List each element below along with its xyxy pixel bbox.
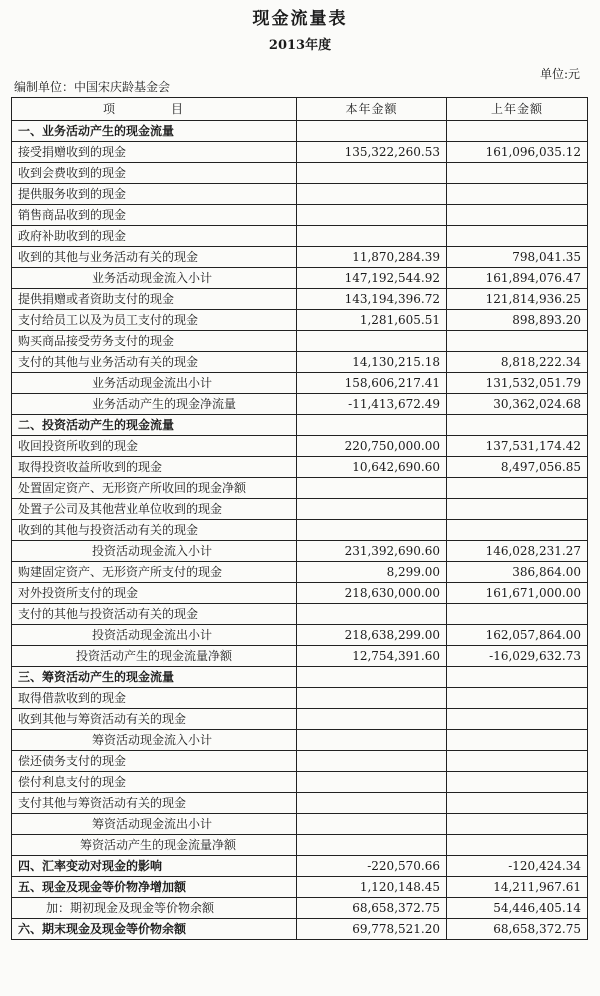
current-year-amount xyxy=(297,772,447,793)
row-label: 业务活动现金流出小计 xyxy=(12,373,297,394)
previous-year-amount: 162,057,864.00 xyxy=(447,625,588,646)
previous-year-amount: 386,864.00 xyxy=(447,562,588,583)
previous-year-amount xyxy=(447,415,588,436)
table-row xyxy=(12,688,588,709)
current-year-amount: 1,120,148.45 xyxy=(297,877,447,898)
current-year-amount xyxy=(297,520,447,541)
current-year-amount: 10,642,690.60 xyxy=(297,457,447,478)
table-row xyxy=(12,352,588,373)
table-row xyxy=(12,163,588,184)
organization-label: 编制单位：中国宋庆龄基金会 xyxy=(14,80,171,94)
row-label: 筹资活动现金流出小计 xyxy=(12,814,297,835)
current-year-amount xyxy=(297,163,447,184)
table-row xyxy=(12,730,588,751)
previous-year-amount xyxy=(447,730,588,751)
row-label: 投资活动现金流入小计 xyxy=(12,541,297,562)
previous-year-amount xyxy=(447,331,588,352)
row-label: 处置子公司及其他营业单位收到的现金 xyxy=(12,499,297,520)
table-row xyxy=(12,268,588,289)
row-label: 收到的其他与投资活动有关的现金 xyxy=(12,520,297,541)
previous-year-amount: 54,446,405.14 xyxy=(447,898,588,919)
current-year-amount: 220,750,000.00 xyxy=(297,436,447,457)
previous-year-amount xyxy=(447,772,588,793)
row-label: 一、业务活动产生的现金流量 xyxy=(12,121,297,142)
row-label: 偿付利息支付的现金 xyxy=(12,772,297,793)
table-row xyxy=(12,562,588,583)
section-row xyxy=(12,919,588,940)
table-row xyxy=(12,331,588,352)
current-year-amount: 69,778,521.20 xyxy=(297,919,447,940)
previous-year-amount xyxy=(447,604,588,625)
previous-year-amount xyxy=(447,121,588,142)
row-label: 销售商品收到的现金 xyxy=(12,205,297,226)
table-row xyxy=(12,709,588,730)
current-year-amount xyxy=(297,688,447,709)
row-label: 支付的其他与投资活动有关的现金 xyxy=(12,604,297,625)
row-label: 业务活动现金流入小计 xyxy=(12,268,297,289)
current-year-amount: 135,322,260.53 xyxy=(297,142,447,163)
previous-year-amount: 898,893.20 xyxy=(447,310,588,331)
table-row xyxy=(12,814,588,835)
row-label: 业务活动产生的现金净流量 xyxy=(12,394,297,415)
current-year-amount xyxy=(297,667,447,688)
row-label: 四、汇率变动对现金的影响 xyxy=(12,856,297,877)
table-row xyxy=(12,793,588,814)
table-row xyxy=(12,772,588,793)
current-year-amount: 231,392,690.60 xyxy=(297,541,447,562)
table-row xyxy=(12,604,588,625)
table-row xyxy=(12,184,588,205)
row-label: 五、现金及现金等价物净增加额 xyxy=(12,877,297,898)
table-row xyxy=(12,457,588,478)
current-year-amount xyxy=(297,835,447,856)
cash-flow-table xyxy=(11,97,588,940)
previous-year-amount: 137,531,174.42 xyxy=(447,436,588,457)
row-label: 投资活动现金流出小计 xyxy=(12,625,297,646)
current-year-amount: 1,281,605.51 xyxy=(297,310,447,331)
row-label: 购买商品接受劳务支付的现金 xyxy=(12,331,297,352)
current-year-amount: 218,638,299.00 xyxy=(297,625,447,646)
previous-year-amount: 14,211,967.61 xyxy=(447,877,588,898)
previous-year-amount: 161,096,035.12 xyxy=(447,142,588,163)
row-label: 提供服务收到的现金 xyxy=(12,184,297,205)
previous-year-amount: 131,532,051.79 xyxy=(447,373,588,394)
current-year-amount: 147,192,544.92 xyxy=(297,268,447,289)
row-label: 提供捐赠或者资助支付的现金 xyxy=(12,289,297,310)
row-label: 筹资活动现金流入小计 xyxy=(12,730,297,751)
current-year-amount xyxy=(297,205,447,226)
previous-year-amount: 121,814,936.25 xyxy=(447,289,588,310)
column-header-item: 项 目 xyxy=(12,98,297,121)
row-label: 三、筹资活动产生的现金流量 xyxy=(12,667,297,688)
current-year-amount xyxy=(297,814,447,835)
row-label: 支付的其他与业务活动有关的现金 xyxy=(12,352,297,373)
row-label: 处置固定资产、无形资产所收回的现金净额 xyxy=(12,478,297,499)
table-row xyxy=(12,751,588,772)
previous-year-amount: 161,894,076.47 xyxy=(447,268,588,289)
table-row xyxy=(12,646,588,667)
row-label: 收到会费收到的现金 xyxy=(12,163,297,184)
previous-year-amount xyxy=(447,205,588,226)
current-year-amount xyxy=(297,604,447,625)
previous-year-amount: -16,029,632.73 xyxy=(447,646,588,667)
previous-year-amount xyxy=(447,520,588,541)
row-label: 收到其他与筹资活动有关的现金 xyxy=(12,709,297,730)
previous-year-amount xyxy=(447,793,588,814)
row-label: 取得借款收到的现金 xyxy=(12,688,297,709)
report-title: 现金流量表 xyxy=(252,9,348,29)
previous-year-amount: 146,028,231.27 xyxy=(447,541,588,562)
current-year-amount: 68,658,372.75 xyxy=(297,898,447,919)
previous-year-amount xyxy=(447,184,588,205)
table-row xyxy=(12,142,588,163)
previous-year-amount: 8,818,222.34 xyxy=(447,352,588,373)
section-row xyxy=(12,667,588,688)
row-label: 投资活动产生的现金流量净额 xyxy=(12,646,297,667)
row-label: 偿还债务支付的现金 xyxy=(12,751,297,772)
previous-year-amount xyxy=(447,751,588,772)
table-row xyxy=(12,835,588,856)
current-year-amount xyxy=(297,184,447,205)
row-label: 六、期末现金及现金等价物余额 xyxy=(12,919,297,940)
previous-year-amount xyxy=(447,163,588,184)
row-label: 支付给员工以及为员工支付的现金 xyxy=(12,310,297,331)
table-row xyxy=(12,898,588,919)
section-row xyxy=(12,877,588,898)
row-label: 筹资活动产生的现金流量净额 xyxy=(12,835,297,856)
row-label: 二、投资活动产生的现金流量 xyxy=(12,415,297,436)
table-row xyxy=(12,310,588,331)
current-year-amount xyxy=(297,121,447,142)
current-year-amount xyxy=(297,751,447,772)
current-year-amount xyxy=(297,415,447,436)
table-row xyxy=(12,394,588,415)
table-header-row xyxy=(12,98,588,121)
previous-year-amount xyxy=(447,709,588,730)
row-label: 取得投资收益所收到的现金 xyxy=(12,457,297,478)
previous-year-amount xyxy=(447,499,588,520)
row-label: 政府补助收到的现金 xyxy=(12,226,297,247)
table-row xyxy=(12,583,588,604)
unit-label: 单位:元 xyxy=(539,67,580,81)
previous-year-amount xyxy=(447,226,588,247)
table-row xyxy=(12,289,588,310)
section-row xyxy=(12,856,588,877)
previous-year-amount xyxy=(447,814,588,835)
row-label: 购建固定资产、无形资产所支付的现金 xyxy=(12,562,297,583)
current-year-amount xyxy=(297,709,447,730)
current-year-amount: 218,630,000.00 xyxy=(297,583,447,604)
report-year: 2013年度 xyxy=(268,38,332,53)
row-label: 支付其他与筹资活动有关的现金 xyxy=(12,793,297,814)
column-header-previous: 上年金额 xyxy=(447,98,588,121)
current-year-amount xyxy=(297,478,447,499)
table-body xyxy=(12,121,588,940)
previous-year-amount xyxy=(447,688,588,709)
table-row xyxy=(12,499,588,520)
table-row xyxy=(12,205,588,226)
previous-year-amount: 30,362,024.68 xyxy=(447,394,588,415)
current-year-amount: 143,194,396.72 xyxy=(297,289,447,310)
section-row xyxy=(12,415,588,436)
current-year-amount xyxy=(297,226,447,247)
row-label: 收到的其他与业务活动有关的现金 xyxy=(12,247,297,268)
current-year-amount: 158,606,217.41 xyxy=(297,373,447,394)
row-label: 收回投资所收到的现金 xyxy=(12,436,297,457)
current-year-amount xyxy=(297,730,447,751)
table-row xyxy=(12,226,588,247)
table-row xyxy=(12,625,588,646)
table-row xyxy=(12,541,588,562)
previous-year-amount xyxy=(447,667,588,688)
table-row xyxy=(12,520,588,541)
table-row xyxy=(12,436,588,457)
current-year-amount: -11,413,672.49 xyxy=(297,394,447,415)
previous-year-amount: 68,658,372.75 xyxy=(447,919,588,940)
row-label: 加：期初现金及现金等价物余额 xyxy=(12,898,297,919)
table-row xyxy=(12,373,588,394)
previous-year-amount: 161,671,000.00 xyxy=(447,583,588,604)
previous-year-amount xyxy=(447,478,588,499)
section-row xyxy=(12,121,588,142)
previous-year-amount: -120,424.34 xyxy=(447,856,588,877)
column-header-current: 本年金额 xyxy=(297,98,447,121)
current-year-amount: -220,570.66 xyxy=(297,856,447,877)
table-row xyxy=(12,247,588,268)
current-year-amount: 8,299.00 xyxy=(297,562,447,583)
row-label: 对外投资所支付的现金 xyxy=(12,583,297,604)
current-year-amount: 14,130,215.18 xyxy=(297,352,447,373)
previous-year-amount: 798,041.35 xyxy=(447,247,588,268)
current-year-amount xyxy=(297,793,447,814)
row-label: 接受捐赠收到的现金 xyxy=(12,142,297,163)
previous-year-amount: 8,497,056.85 xyxy=(447,457,588,478)
table-row xyxy=(12,478,588,499)
current-year-amount: 12,754,391.60 xyxy=(297,646,447,667)
current-year-amount xyxy=(297,499,447,520)
previous-year-amount xyxy=(447,835,588,856)
current-year-amount xyxy=(297,331,447,352)
current-year-amount: 11,870,284.39 xyxy=(297,247,447,268)
